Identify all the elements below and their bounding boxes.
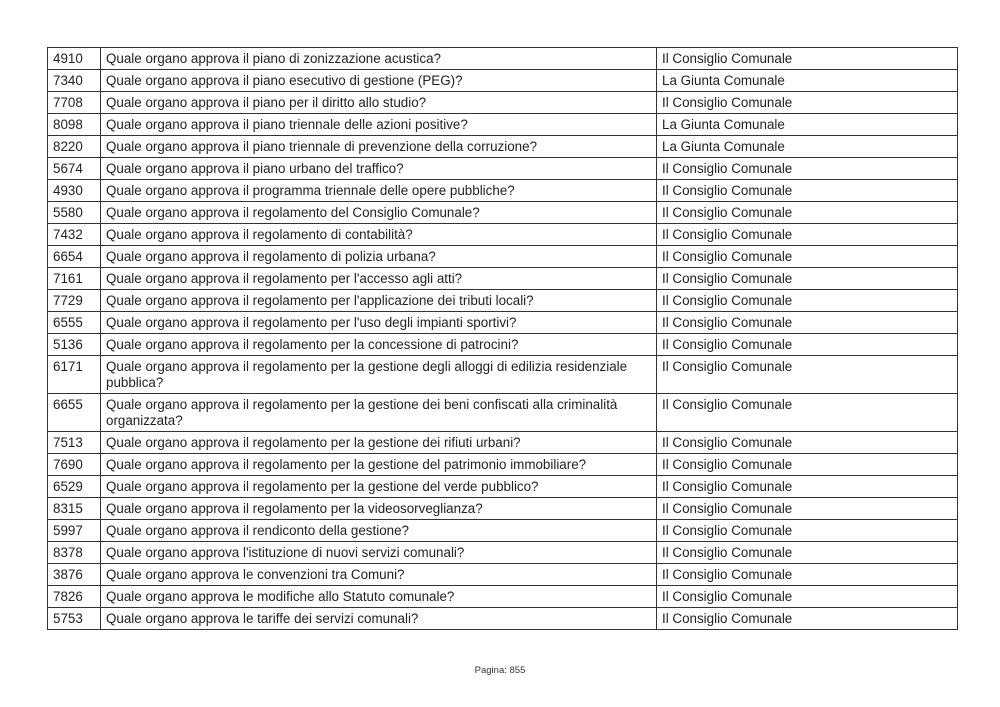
question-id-cell: 6654 <box>48 246 101 268</box>
answer-cell: Il Consiglio Comunale <box>657 290 958 312</box>
table-row <box>48 432 958 454</box>
question-cell: Quale organo approva il regolamento per la gestione dei rifiuti urbani? <box>101 432 657 454</box>
table-row <box>48 312 958 334</box>
table-row <box>48 268 958 290</box>
question-id-cell: 7826 <box>48 586 101 608</box>
table-row <box>48 246 958 268</box>
question-id-cell: 5674 <box>48 158 101 180</box>
table-row <box>48 136 958 158</box>
table-row <box>48 356 958 394</box>
table-row <box>48 586 958 608</box>
table-row <box>48 290 958 312</box>
question-cell: Quale organo approva il piano esecutivo di gestione (PEG)? <box>101 70 657 92</box>
page-number: Pagina: 855 <box>474 665 526 676</box>
answer-cell: La Giunta Comunale <box>657 114 958 136</box>
question-cell: Quale organo approva il programma triennale delle opere pubbliche? <box>101 180 657 202</box>
question-id-cell: 7432 <box>48 224 101 246</box>
question-id-cell: 8315 <box>48 498 101 520</box>
table-row <box>48 202 958 224</box>
question-cell: Quale organo approva il regolamento per l'uso degli impianti sportivi? <box>101 312 657 334</box>
answer-cell: La Giunta Comunale <box>657 136 958 158</box>
question-id-cell: 6529 <box>48 476 101 498</box>
table-row <box>48 564 958 586</box>
question-id-cell: 6555 <box>48 312 101 334</box>
question-id-cell: 8098 <box>48 114 101 136</box>
answer-cell: Il Consiglio Comunale <box>657 334 958 356</box>
question-cell: Quale organo approva il rendiconto della gestione? <box>101 520 657 542</box>
question-id-cell: 5997 <box>48 520 101 542</box>
qa-table-body <box>48 48 958 630</box>
question-cell: Quale organo approva le convenzioni tra Comuni? <box>101 564 657 586</box>
question-cell: Quale organo approva le tariffe dei servizi comunali? <box>101 608 657 630</box>
answer-cell: Il Consiglio Comunale <box>657 246 958 268</box>
table-row <box>48 180 958 202</box>
question-id-cell: 7690 <box>48 454 101 476</box>
answer-cell: Il Consiglio Comunale <box>657 608 958 630</box>
answer-cell: Il Consiglio Comunale <box>657 180 958 202</box>
question-id-cell: 7729 <box>48 290 101 312</box>
answer-cell: Il Consiglio Comunale <box>657 520 958 542</box>
answer-cell: Il Consiglio Comunale <box>657 224 958 246</box>
question-cell: Quale organo approva il regolamento di polizia urbana? <box>101 246 657 268</box>
answer-cell: Il Consiglio Comunale <box>657 48 958 70</box>
question-id-cell: 4910 <box>48 48 101 70</box>
question-cell: Quale organo approva l'istituzione di nuovi servizi comunali? <box>101 542 657 564</box>
question-cell: Quale organo approva il regolamento per l'applicazione dei tributi locali? <box>101 290 657 312</box>
answer-cell: Il Consiglio Comunale <box>657 394 958 432</box>
question-cell: Quale organo approva il regolamento per la gestione del patrimonio immobiliare? <box>101 454 657 476</box>
question-id-cell: 8378 <box>48 542 101 564</box>
table-row <box>48 114 958 136</box>
table-row <box>48 48 958 70</box>
question-cell: Quale organo approva il piano urbano del traffico? <box>101 158 657 180</box>
question-id-cell: 6171 <box>48 356 101 394</box>
question-id-cell: 5753 <box>48 608 101 630</box>
answer-cell: La Giunta Comunale <box>657 70 958 92</box>
question-id-cell: 7513 <box>48 432 101 454</box>
question-id-cell: 5580 <box>48 202 101 224</box>
question-cell: Quale organo approva il piano per il diritto allo studio? <box>101 92 657 114</box>
answer-cell: Il Consiglio Comunale <box>657 158 958 180</box>
table-row <box>48 542 958 564</box>
question-cell: Quale organo approva le modifiche allo Statuto comunale? <box>101 586 657 608</box>
question-id-cell: 4930 <box>48 180 101 202</box>
question-id-cell: 6655 <box>48 394 101 432</box>
question-cell: Quale organo approva il piano triennale di prevenzione della corruzione? <box>101 136 657 158</box>
question-cell: Quale organo approva il regolamento del Consiglio Comunale? <box>101 202 657 224</box>
answer-cell: Il Consiglio Comunale <box>657 268 958 290</box>
table-row <box>48 520 958 542</box>
answer-cell: Il Consiglio Comunale <box>657 454 958 476</box>
question-cell: Quale organo approva il regolamento per la gestione degli alloggi di edilizia residenziale pubblica? <box>101 356 657 394</box>
question-id-cell: 8220 <box>48 136 101 158</box>
table-row <box>48 224 958 246</box>
table-row <box>48 476 958 498</box>
question-id-cell: 3876 <box>48 564 101 586</box>
answer-cell: Il Consiglio Comunale <box>657 92 958 114</box>
answer-cell: Il Consiglio Comunale <box>657 586 958 608</box>
question-id-cell: 7161 <box>48 268 101 290</box>
question-cell: Quale organo approva il piano di zonizzazione acustica? <box>101 48 657 70</box>
question-cell: Quale organo approva il regolamento per la videosorveglianza? <box>101 498 657 520</box>
question-cell: Quale organo approva il piano triennale delle azioni positive? <box>101 114 657 136</box>
answer-cell: Il Consiglio Comunale <box>657 498 958 520</box>
table-row <box>48 608 958 630</box>
answer-cell: Il Consiglio Comunale <box>657 312 958 334</box>
table-row <box>48 454 958 476</box>
question-cell: Quale organo approva il regolamento per la concessione di patrocini? <box>101 334 657 356</box>
table-row <box>48 498 958 520</box>
table-row <box>48 92 958 114</box>
question-cell: Quale organo approva il regolamento per la gestione dei beni confiscati alla criminalità organizzata? <box>101 394 657 432</box>
answer-cell: Il Consiglio Comunale <box>657 432 958 454</box>
question-id-cell: 7708 <box>48 92 101 114</box>
answer-cell: Il Consiglio Comunale <box>657 542 958 564</box>
question-id-cell: 5136 <box>48 334 101 356</box>
question-cell: Quale organo approva il regolamento per l'accesso agli atti? <box>101 268 657 290</box>
question-cell: Quale organo approva il regolamento per la gestione del verde pubblico? <box>101 476 657 498</box>
table-row <box>48 158 958 180</box>
answer-cell: Il Consiglio Comunale <box>657 202 958 224</box>
question-cell: Quale organo approva il regolamento di contabilità? <box>101 224 657 246</box>
qa-table <box>47 47 958 630</box>
table-row <box>48 334 958 356</box>
table-row <box>48 70 958 92</box>
answer-cell: Il Consiglio Comunale <box>657 356 958 394</box>
table-row <box>48 394 958 432</box>
answer-cell: Il Consiglio Comunale <box>657 476 958 498</box>
answer-cell: Il Consiglio Comunale <box>657 564 958 586</box>
question-id-cell: 7340 <box>48 70 101 92</box>
